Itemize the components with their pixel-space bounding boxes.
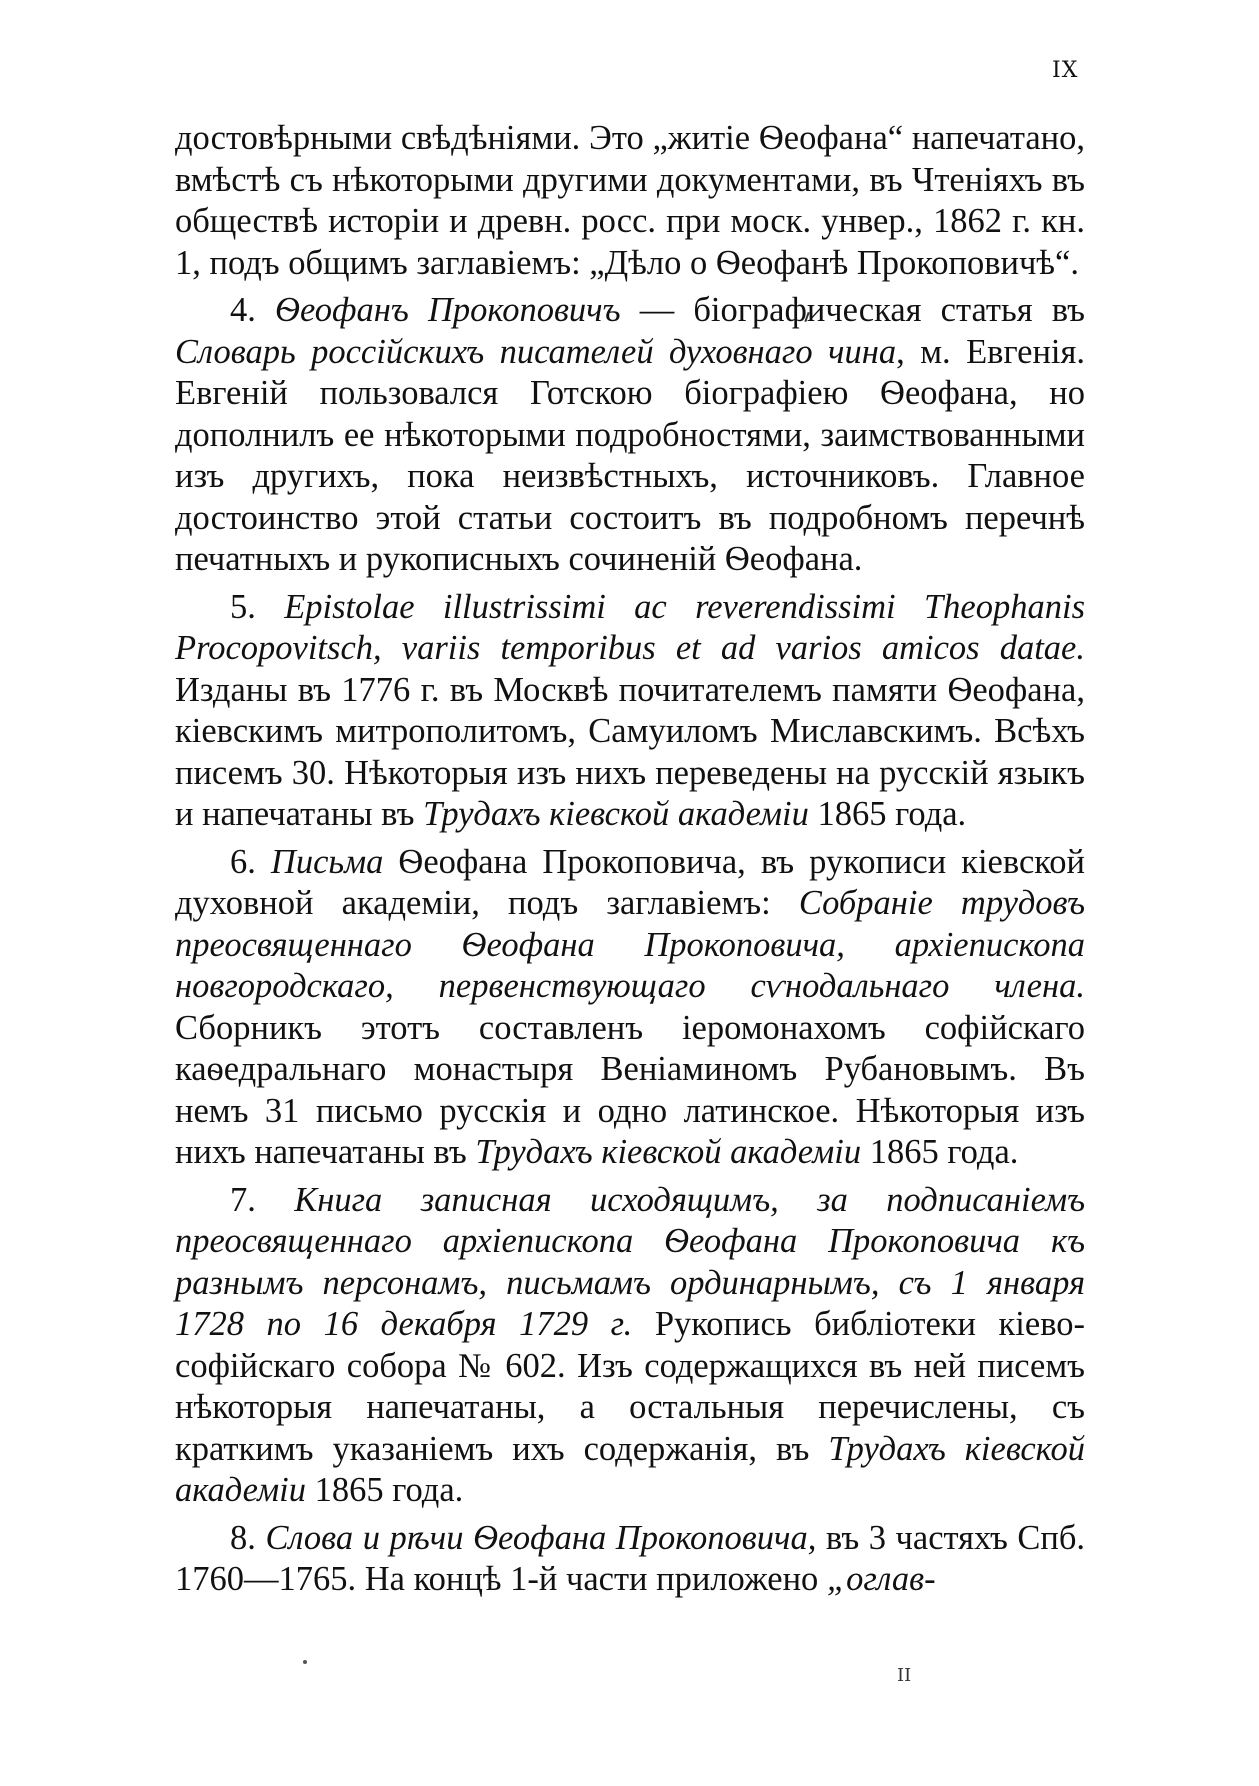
paragraph-item-4	[175, 290, 1085, 581]
item-title: Письма	[270, 842, 384, 881]
item-text: — біографическая статья въ	[620, 291, 1086, 329]
paragraph-continuation: достовѣрными свѣдѣніями. Это „житіе Ѳеофана“ напечатано, вмѣстѣ съ нѣкоторыми другими документами, въ Чтеніяхъ въ обществѣ исторіи и древн. росс. при моск. унвер., 1862 г. кн. 1, подъ общимъ заглавіемъ: „Дѣло о Ѳеофанѣ Прокоповичѣ“.	[175, 119, 1085, 282]
paragraph-item-8	[175, 1518, 1085, 1601]
item-number: 8.	[230, 1518, 256, 1557]
item-source: Трудахъ кіевской академіи	[475, 1133, 862, 1171]
item-title: Ѳеофанъ Прокоповичъ	[275, 291, 621, 329]
item-number: 4.	[230, 291, 256, 329]
item-text: 1865 года.	[808, 795, 967, 833]
item-source: Трудахъ кіевской академіи	[423, 795, 809, 833]
item-source: Собраніе трудовъ преосвященнаго Ѳеофана Прокоповича, архіепископа новгородскаго, первенствующаго сѵнодальнаго члена.	[175, 884, 1085, 1005]
item-text: Сборникъ этотъ составленъ іеромонахомъ софійскаго каѳедральнаго монастыря Веніаминомъ Рубановымъ. Въ немъ 31 письмо русскія и одно латинское. Нѣкоторыя изъ нихъ напечатаны въ	[175, 1008, 1085, 1171]
item-text: 1865 года.	[305, 1471, 464, 1509]
item-text-tail: „оглав-	[826, 1560, 936, 1598]
item-text: Рукопись библіотеки кіево-софійскаго собора № 602. Изъ содержащихся въ ней писемъ нѣкоторыя напечатаны, а остальныя перечислены, съ краткимъ указаніемъ ихъ содержанія, въ	[175, 1305, 1085, 1468]
paragraph-item-7	[175, 1180, 1085, 1512]
item-title: Книга записная исходящимъ, за подписаніемъ преосвященнаго архіепископа Ѳеофана Прокоповича къ разнымъ персонамъ, письмамъ ординарнымъ, съ 1 января 1728 по 16 декабря 1729 г.	[175, 1180, 1086, 1343]
item-title: Слова и рѣчи Ѳеофана Прокоповича,	[265, 1518, 817, 1557]
main-text	[175, 118, 1085, 1601]
item-text: въ 3 частяхъ Спб. 1760—1765. На концѣ 1-й части приложено	[175, 1518, 1086, 1598]
item-source: Трудахъ кіевской академіи	[175, 1429, 1085, 1509]
page-number: IX	[1052, 58, 1079, 83]
paragraph-item-6	[175, 842, 1085, 1174]
item-number: 6.	[230, 842, 256, 881]
item-text: Ѳеофана Прокоповича, въ рукописи кіевской духовной академіи, подъ заглавіемъ:	[175, 842, 1085, 922]
item-title: Epistolae illustrissimi ac reverendissimi Theophanis Procopovitsch, variis temporibus et ad varios amicos datae.	[175, 587, 1085, 667]
paragraph-item-5	[175, 587, 1085, 836]
item-text: Изданы въ 1776 г. въ Москвѣ почитателемъ памяти Ѳеофана, кіевскимъ митрополитомъ, Самуиломъ Миславскимъ. Всѣхъ писемъ 30. Нѣкоторыя изъ нихъ переведены на русскій языкъ и напечатаны въ	[175, 670, 1085, 833]
item-number: 5.	[230, 587, 256, 626]
item-source: Словарь россійскихъ писателей духовнаго чина	[175, 332, 897, 371]
item-text: , м. Евгенія. Евгеній пользовался Готскою біографіею Ѳеофана, но дополнилъ ее нѣкоторыми подробностями, заимствованными изъ другихъ, пока неизвѣстныхъ, источниковъ. Главное достоинство этой статьи состоитъ въ подробномъ перечнѣ печатныхъ и рукописныхъ сочиненій Ѳеофана.	[175, 332, 1085, 578]
signature-mark: II	[897, 1665, 912, 1686]
item-number: 7.	[230, 1180, 256, 1219]
stray-ink-dot	[303, 1660, 307, 1664]
item-text: 1865 года.	[861, 1133, 1019, 1171]
